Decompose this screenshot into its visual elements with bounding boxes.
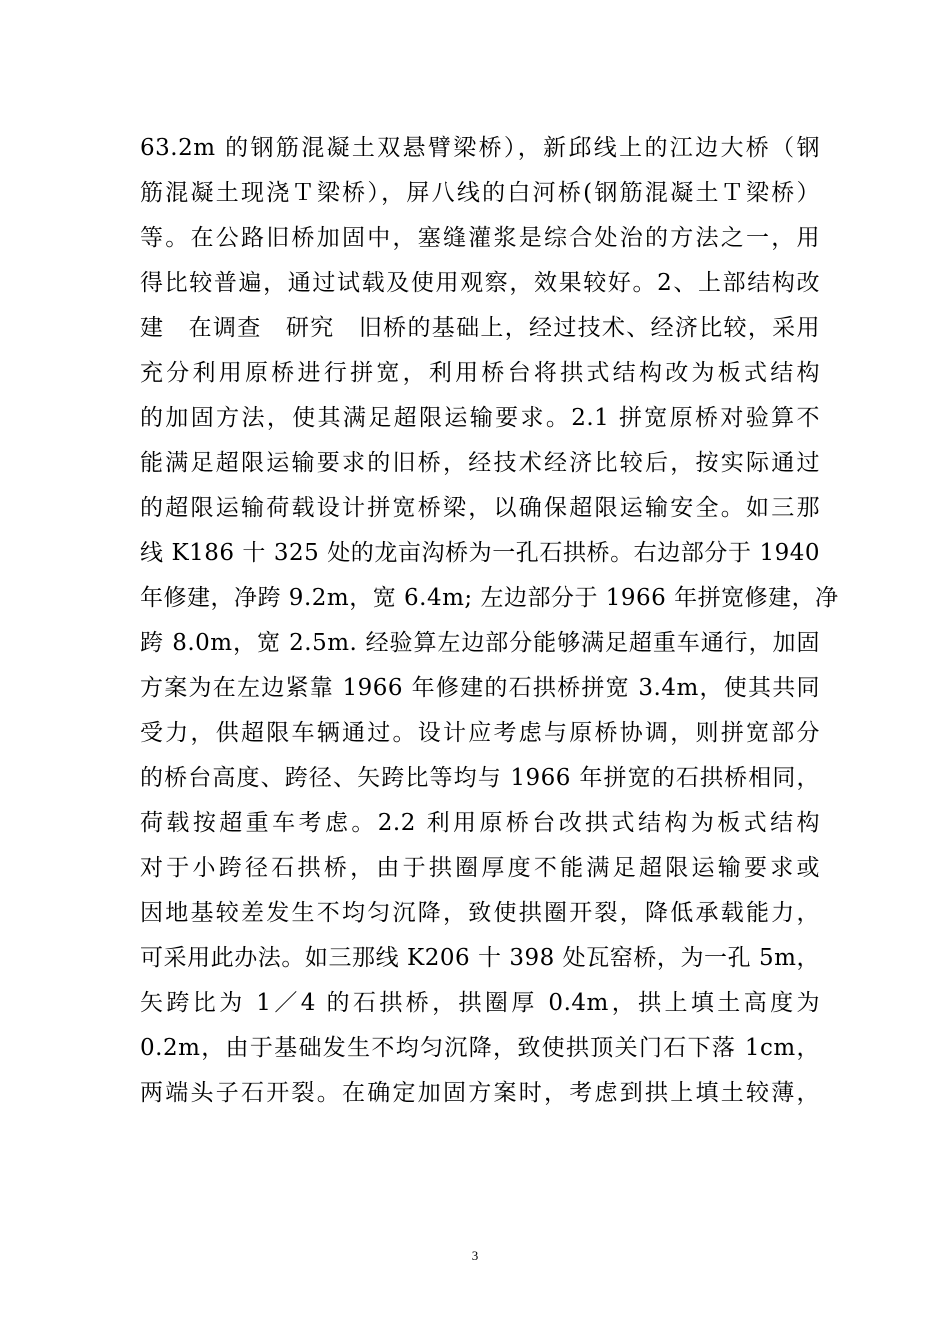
text-line: 年修建，净跨 9.2m，宽 6.4m; 左边部分于 1966 年拼宽修建，净: [140, 585, 839, 611]
text-line: 的超限运输荷载设计拼宽桥梁，以确保超限运输安全。如三那: [140, 495, 820, 521]
body-text: [140, 126, 839, 1116]
text-line: 可采用此办法。如三那线 K206 十 398 处瓦窑桥，为一孔 5m，: [140, 945, 820, 971]
text-line: 受力，供超限车辆通过。设计应考虑与原桥协调，则拼宽部分: [140, 720, 820, 746]
text-line: 线 K186 十 325 处的龙亩沟桥为一孔石拱桥。右边部分于 1940: [140, 540, 820, 566]
text-line: 建 在调查 研究 旧桥的基础上，经过技术、经济比较，采用: [140, 315, 820, 341]
text-line: 跨 8.0m，宽 2.5m. 经验算左边部分能够满足超重车通行，加固: [140, 630, 820, 656]
text-line: 的桥台高度、跨径、矢跨比等均与 1966 年拼宽的石拱桥相同，: [140, 765, 820, 791]
text-line: 的加固方法，使其满足超限运输要求。2.1 拼宽原桥对验算不: [140, 405, 820, 431]
text-line: 等。在公路旧桥加固中，塞缝灌浆是综合处治的方法之一，用: [140, 225, 820, 251]
text-line: 充分利用原桥进行拼宽，利用桥台将拱式结构改为板式结构: [140, 360, 820, 386]
text-line: 能满足超限运输要求的旧桥，经技术经济比较后，按实际通过: [140, 450, 820, 476]
text-line: 矢跨比为 1／4 的石拱桥，拱圈厚 0.4m，拱上填土高度为: [140, 990, 820, 1016]
text-line: 荷载按超重车考虑。2.2 利用原桥台改拱式结构为板式结构: [140, 810, 820, 836]
text-line: 0.2m，由于基础发生不均匀沉降，致使拱顶关门石下落 1cm，: [140, 1035, 820, 1061]
text-line: 对于小跨径石拱桥，由于拱圈厚度不能满足超限运输要求或: [140, 855, 820, 881]
text-line: 因地基较差发生不均匀沉降，致使拱圈开裂，降低承载能力，: [140, 900, 820, 926]
text-line: 63.2m 的钢筋混凝土双悬臂梁桥），新邱线上的江边大桥（钢: [140, 135, 820, 161]
page-number: 3: [471, 1248, 479, 1263]
text-line: 两端头子石开裂。在确定加固方案时，考虑到拱上填土较薄，: [140, 1080, 820, 1106]
text-line: 筋混凝土现浇Ｔ梁桥），屏八线的白河桥(钢筋混凝土Ｔ梁桥）: [140, 180, 820, 206]
text-line: 得比较普遍，通过试载及使用观察，效果较好。2、上部结构改: [140, 270, 820, 296]
text-line: 方案为在左边紧靠 1966 年修建的石拱桥拼宽 3.4m，使其共同: [140, 675, 820, 701]
